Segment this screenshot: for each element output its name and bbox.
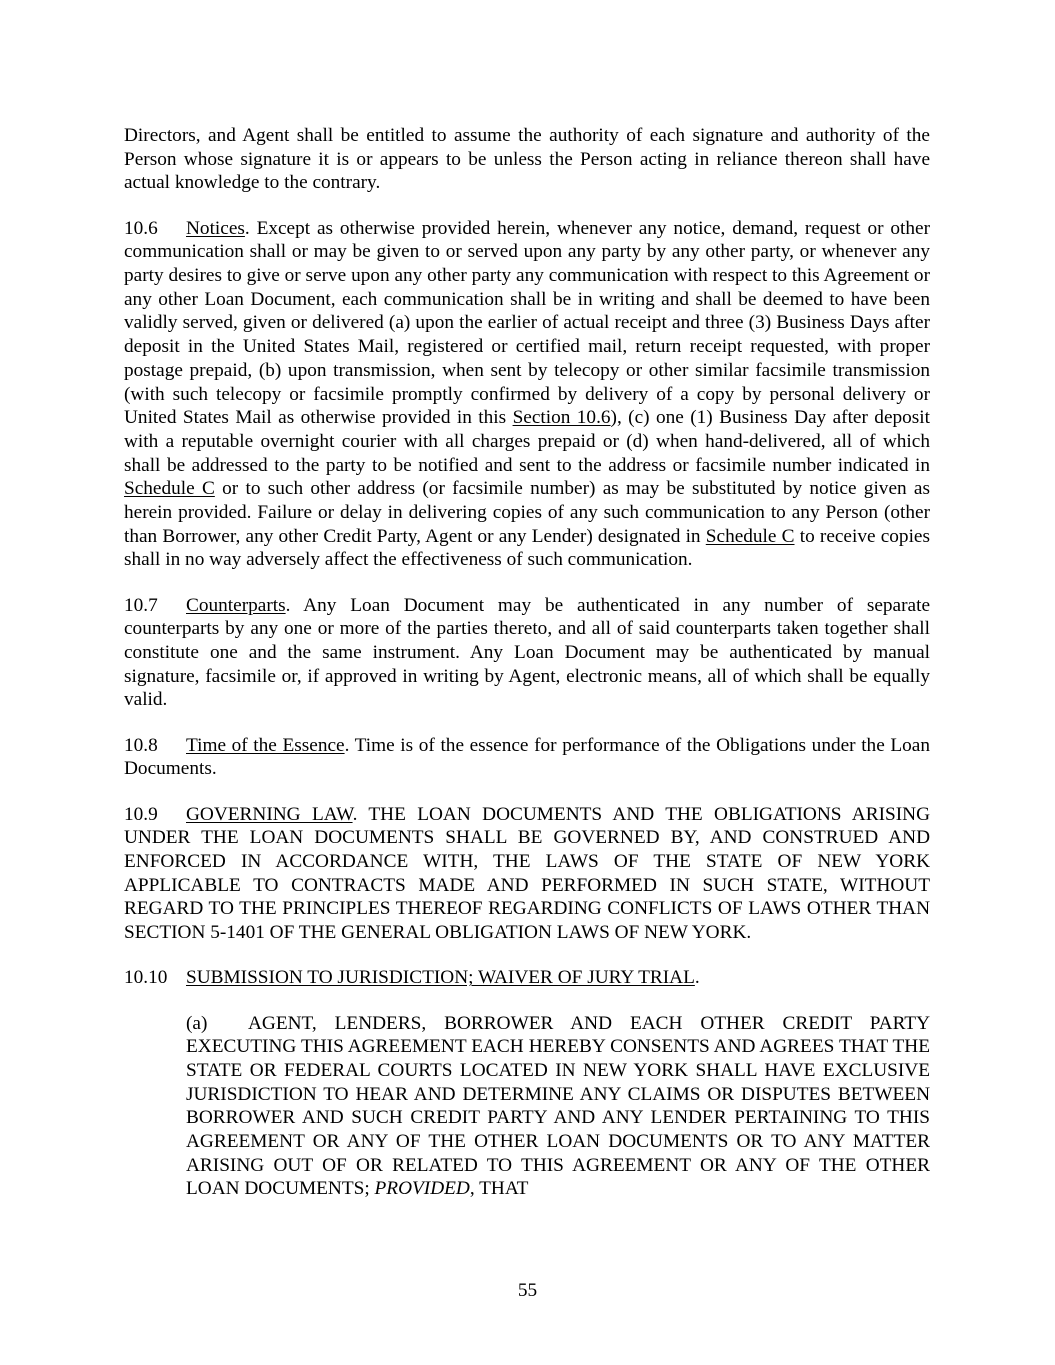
- section-text: or to such other address (or facsimile number) as may be substituted by notice given as herein provided. Failure or delay in delivering copies of any such communication to any Person (other than Borrower, any other Credit Party, Agent or any Lender) designated in: [124, 478, 930, 547]
- subsection-italic-term: PROVIDED: [374, 1178, 470, 1200]
- cross-reference-schedule: Schedule C: [705, 525, 795, 547]
- cross-reference-schedule: Schedule C: [124, 478, 215, 500]
- section-text: ), (c) one (1) Business Day after deposit with a reputable overnight courier with all charges prepaid or (d) when hand-delivered, all of which shall be addressed to the party to be notified and sent to the address or facsimile number indicated in: [124, 407, 930, 476]
- document-page: [124, 124, 930, 1223]
- subsection-text: AGENT, LENDERS, BORROWER AND EACH OTHER CREDIT PARTY EXECUTING THIS AGREEMENT EACH HEREBY CONSENTS AND AGREES THAT THE STATE OR FEDERAL COURTS LOCATED IN NEW YORK SHALL HAVE EXCLUSIVE JURISDICTION TO HEAR AND DETERMINE ANY CLAIMS OR DISPUTES BETWEEN BORROWER AND SUCH CREDIT PARTY AND ANY LENDER PERTAINING TO THIS AGREEMENT OR ANY OF THE OTHER LOAN DOCUMENTS OR TO ANY MATTER ARISING OUT OF OR RELATED TO THIS AGREEMENT OR ANY OF THE OTHER LOAN DOCUMENTS;: [186, 1012, 930, 1200]
- section-number: 10.9: [124, 803, 158, 825]
- section-heading-end: .: [694, 967, 700, 989]
- section-10-9-governing-law: [124, 803, 930, 945]
- section-heading: SUBMISSION TO JURISDICTION; WAIVER OF JURY TRIAL: [186, 967, 695, 989]
- intro-paragraph: Directors, and Agent shall be entitled to assume the authority of each signature and authority of the Person whose signature it is or appears to be unless the Person acting in reliance thereon shall have actual knowledge to the contrary.: [124, 125, 930, 194]
- section-10-7-counterparts: [124, 594, 930, 713]
- section-text: . Time is of the essence for performance of the Obligations under the Loan Documents.: [124, 734, 930, 780]
- section-text: . THE LOAN DOCUMENTS AND THE OBLIGATIONS ARISING UNDER THE LOAN DOCUMENTS SHALL BE GOVERNED BY, AND CONSTRUED AND ENFORCED IN ACCORDANCE WITH, THE LAWS OF THE STATE OF NEW YORK APPLICABLE TO CONTRACTS MADE AND PERFORMED IN SUCH STATE, WITHOUT REGARD TO THE PRINCIPLES THEREOF REGARDING CONFLICTS OF LAWS OTHER THAN SECTION 5-1401 OF THE GENERAL OBLIGATION LAWS OF NEW YORK.: [124, 803, 930, 944]
- subsection-text-end: , THAT: [469, 1178, 529, 1200]
- section-heading: Time of the Essence: [186, 734, 345, 756]
- section-text: to receive copies shall in no way adversely affect the effectiveness of such communication.: [124, 525, 930, 571]
- page-number: 55: [517, 1280, 538, 1301]
- section-number: 10.6: [124, 217, 158, 239]
- section-10-6-notices: [124, 217, 930, 573]
- section-10-8-time-of-essence: [124, 734, 930, 781]
- section-text: . Except as otherwise provided herein, whenever any notice, demand, request or other communication shall or may be given to or served upon any party by any other party, or whenever any party desires to give or serve upon any other party any communication with respect to this Agreement or any other Loan Document, each communication shall be in writing and shall be deemed to have been validly served, given or delivered (a) upon the earlier of actual receipt and three (3) Business Days after deposit in the United States Mail, registered or certified mail, return receipt requested, with proper postage prepaid, (b) upon transmission, when sent by telecopy or other similar facsimile transmission (with such telecopy or facsimile promptly confirmed by delivery of a copy by personal delivery or United States Mail as otherwise provided in this: [124, 217, 930, 429]
- section-10-10-subsection-a: [186, 1012, 930, 1202]
- section-10-10-heading: [124, 966, 930, 990]
- section-text: . Any Loan Document may be authenticated in any number of separate counterparts by any one or more of the parties thereto, and all of said counterparts taken together shall constitute one and the same instrument. Any Loan Document may be authenticated by manual signature, facsimile or, if approved in writing by Agent, electronic means, all of which shall be equally valid.: [124, 594, 930, 711]
- section-heading: GOVERNING LAW: [186, 803, 353, 825]
- subsection-label: (a): [186, 1012, 208, 1034]
- section-heading: Notices: [186, 217, 245, 239]
- cross-reference-section: Section 10.6: [512, 407, 611, 429]
- section-heading: Counterparts: [186, 594, 286, 616]
- section-number: 10.10: [124, 967, 168, 989]
- section-number: 10.8: [124, 734, 158, 756]
- section-number: 10.7: [124, 594, 158, 616]
